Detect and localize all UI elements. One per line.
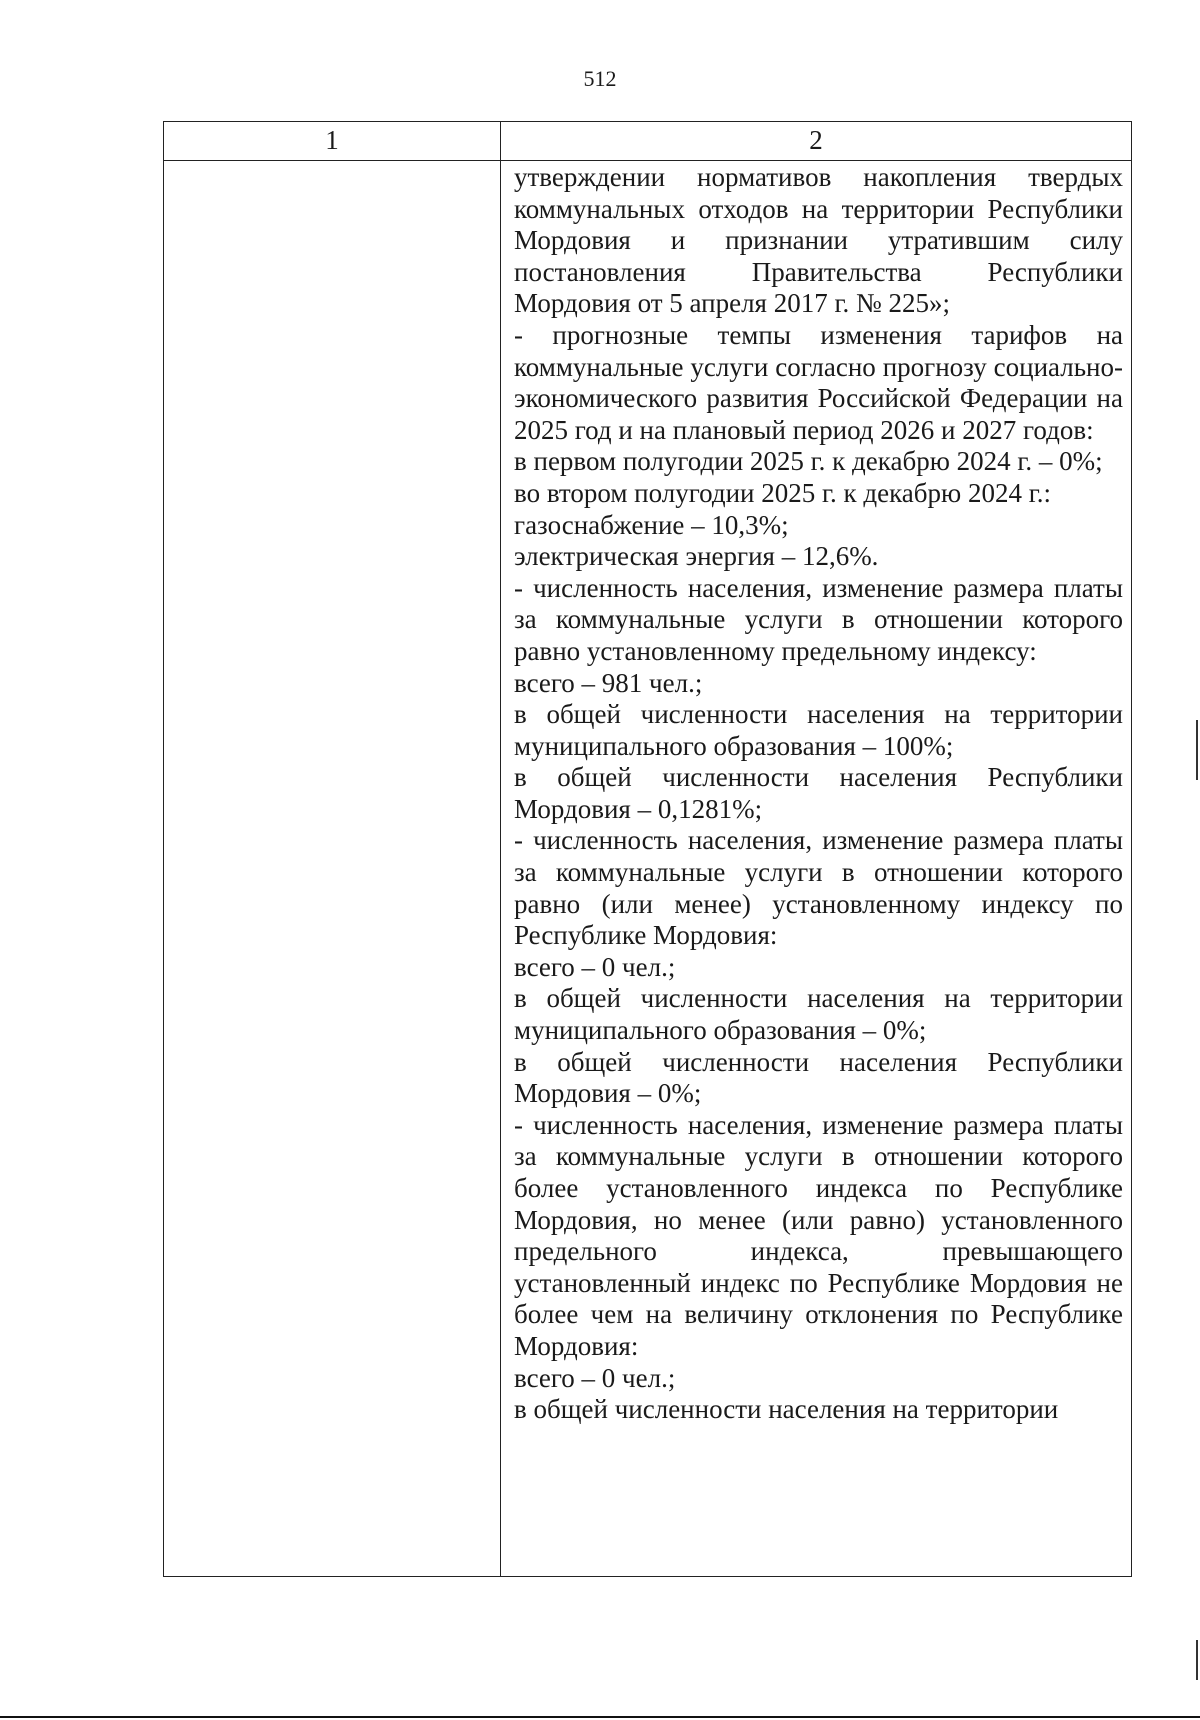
column-divider [500,122,501,1576]
paragraph-2: - прогнозные темпы изменения тарифов на коммунальные услуги согласно прогнозу социально-экономического развития Российской Федерации на 2025 год и на плановый период 2026 и 2027 годов: [514,319,1123,445]
column-header-1: 1 [325,125,339,155]
paragraph-13: в общей численности населения на территории муниципального образования – 0%; [514,983,1123,1046]
scan-bottom-edge [0,1716,1200,1718]
paragraph-15: - численность населения, изменение размера платы за коммунальные услуги в отношении которого более установленного индекса по Республике Мордовия, но менее (или равно) установленного предельного индекса, превышающего установленный индекс по Республике Мордовия не более чем на величину отклонения по Республике Мордовия: [514,1109,1123,1361]
paragraph-1: утверждении нормативов накопления твердых коммунальных отходов на территории Республики Мордовия и признании утратившим силу постановления Правительства Республики Мордовия от 5 апреля 2017 г. № 225»; [514,162,1123,319]
column-2-content [514,162,1123,1426]
paragraph-8: всего – 981 чел.; [514,667,703,698]
paragraph-6: электрическая энергия – 12,6%. [514,541,879,572]
paragraph-11: - численность населения, изменение размера платы за коммунальные услуги в отношении которого равно (или менее) установленному индексу по Республике Мордовия: [514,825,1123,951]
paragraph-7: - численность населения, изменение размера платы за коммунальные услуги в отношении которого равно установленному предельному индексу: [514,572,1123,666]
paragraph-14: в общей численности населения Республики Мордовия – 0%; [514,1046,1123,1109]
document-table [163,121,1132,1577]
paragraph-5: газоснабжение – 10,3%; [514,509,789,540]
paragraph-17: в общей численности населения на территории [514,1394,1059,1425]
table-header-row [164,122,1131,161]
paragraph-16: всего – 0 чел.; [514,1362,676,1393]
column-header-2: 2 [809,125,823,155]
page-number: 512 [583,66,617,91]
scan-edge-mark [1196,720,1198,780]
scan-edge-mark [1196,1640,1198,1680]
paragraph-12: всего – 0 чел.; [514,951,676,982]
paragraph-10: в общей численности населения Республики Мордовия – 0,1281%; [514,762,1123,824]
paragraph-3: в первом полугодии 2025 г. к декабрю 2024 г. – 0%; [514,446,1103,477]
paragraph-9: в общей численности населения на территории муниципального образования – 100%; [514,699,1123,761]
paragraph-4: во втором полугодии 2025 г. к декабрю 2024 г.: [514,477,1051,508]
